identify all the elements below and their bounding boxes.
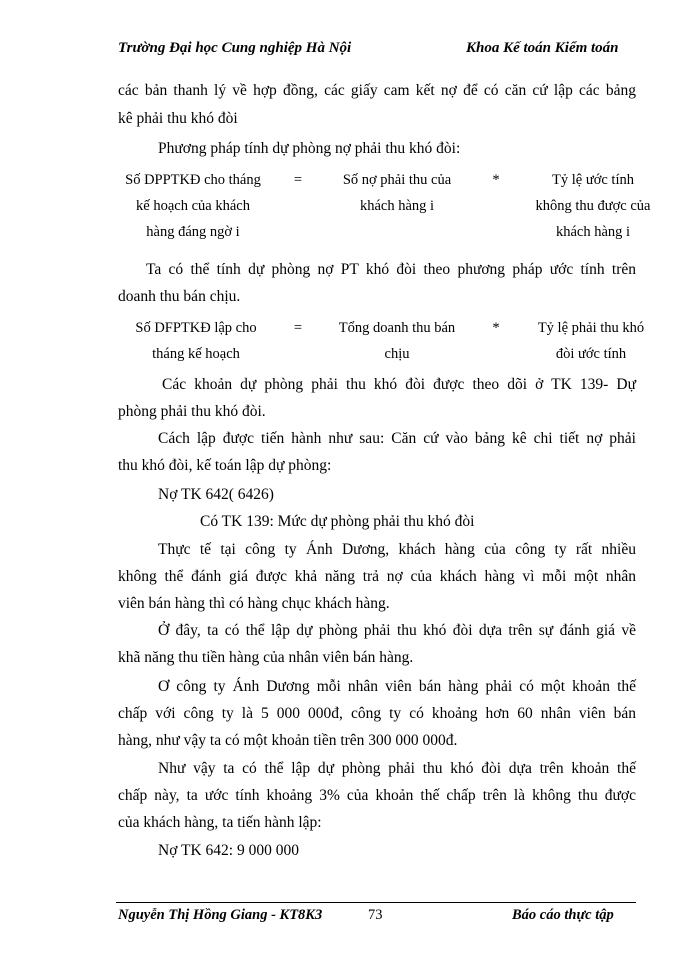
- formula-2-term-b: Tổng doanh thu bán chịu: [338, 320, 456, 362]
- paragraph-line: viên bán hàng thì có hàng chục khách hàng.: [118, 595, 390, 612]
- formula-2-term-c: Tỷ lệ phải thu khó đòi ước tính: [537, 320, 645, 362]
- formula-2-equals: =: [293, 320, 303, 336]
- footer-author: Nguyễn Thị Hồng Giang - KT8K3: [118, 907, 323, 923]
- formula-1-term-b: Số nợ phải thu của khách hàng i: [342, 172, 452, 214]
- footer-divider: [116, 902, 636, 903]
- formula-1-multiply: *: [492, 172, 500, 188]
- formula-1-term-c: Tỷ lệ ước tính không thu được của khách hàng i: [535, 172, 651, 240]
- paragraph-line: chấp này, ta ước tính khoảng 3% của khoản thế chấp trên là không thu được: [118, 787, 636, 804]
- paragraph-line: Cách lập được tiến hành như sau: Căn cứ vào bảng kê chi tiết nợ phải: [158, 430, 636, 447]
- formula-2-multiply: *: [492, 320, 500, 336]
- paragraph-line: không thể đánh giá được khả năng trả nợ của khách hàng vì mỗi một nhân: [118, 568, 636, 585]
- paragraph-line: kê phải thu khó đòi: [118, 110, 238, 127]
- paragraph-line: Ơ công ty Ánh Dương mỗi nhân viên bán hàng phải có một khoản thế: [158, 678, 636, 695]
- footer-report-title: Báo cáo thực tập: [512, 907, 614, 923]
- paragraph-line: các bản thanh lý về hợp đồng, các giấy cam kết nợ để có căn cứ lập các bảng: [118, 82, 636, 99]
- journal-debit-amount: Nợ TK 642: 9 000 000: [158, 842, 299, 859]
- paragraph-line: phòng phải thu khó đòi.: [118, 403, 266, 420]
- paragraph-line: Ta có thể tính dự phòng nợ PT khó đòi theo phương pháp ước tính trên: [146, 261, 636, 278]
- paragraph-line: hàng, như vậy ta có một khoản tiền trên 300 000 000đ.: [118, 732, 458, 749]
- formula-1-term-a: Số DPPTKĐ cho tháng kế hoạch của khách hàng đáng ngờ i: [125, 172, 261, 240]
- paragraph-line: Các khoản dự phòng phải thu khó đòi được theo dõi ở TK 139- Dự: [162, 376, 636, 393]
- formula-1-equals: =: [293, 172, 303, 188]
- paragraph-line: Thực tế tại công ty Ánh Dương, khách hàng của công ty rất nhiều: [158, 541, 636, 558]
- header-school: Trường Đại học Cung nghiệp Hà Nội: [118, 40, 352, 56]
- paragraph-line: doanh thu bán chịu.: [118, 288, 241, 305]
- paragraph-line: thu khó đòi, kế toán lập dự phòng:: [118, 457, 332, 474]
- paragraph-line: khã năng thu tiền hàng của nhân viên bán hàng.: [118, 649, 414, 666]
- formula-2-term-a: Số DFPTKĐ lập cho tháng kế hoạch: [135, 320, 257, 362]
- paragraph-line: Phương pháp tính dự phòng nợ phải thu khó đòi:: [158, 140, 461, 157]
- paragraph-line: Ở đây, ta có thể lập dự phòng phải thu khó đòi dựa trên sự đánh giá về: [158, 622, 636, 639]
- journal-debit: Nợ TK 642( 6426): [158, 486, 274, 503]
- paragraph-line: của khách hàng, ta tiến hành lập:: [118, 814, 322, 831]
- paragraph-line: Như vậy ta có thể lập dự phòng phải thu khó đòi dựa trên khoản thế: [158, 760, 636, 777]
- paragraph-line: chấp với công ty là 5 000 000đ, công ty có khoảng hơn 60 nhân viên bán: [118, 705, 636, 722]
- header-faculty: Khoa Kế toán Kiểm toán: [466, 40, 619, 56]
- journal-credit: Có TK 139: Mức dự phòng phải thu khó đòi: [200, 513, 475, 530]
- page-number: 73: [368, 907, 383, 923]
